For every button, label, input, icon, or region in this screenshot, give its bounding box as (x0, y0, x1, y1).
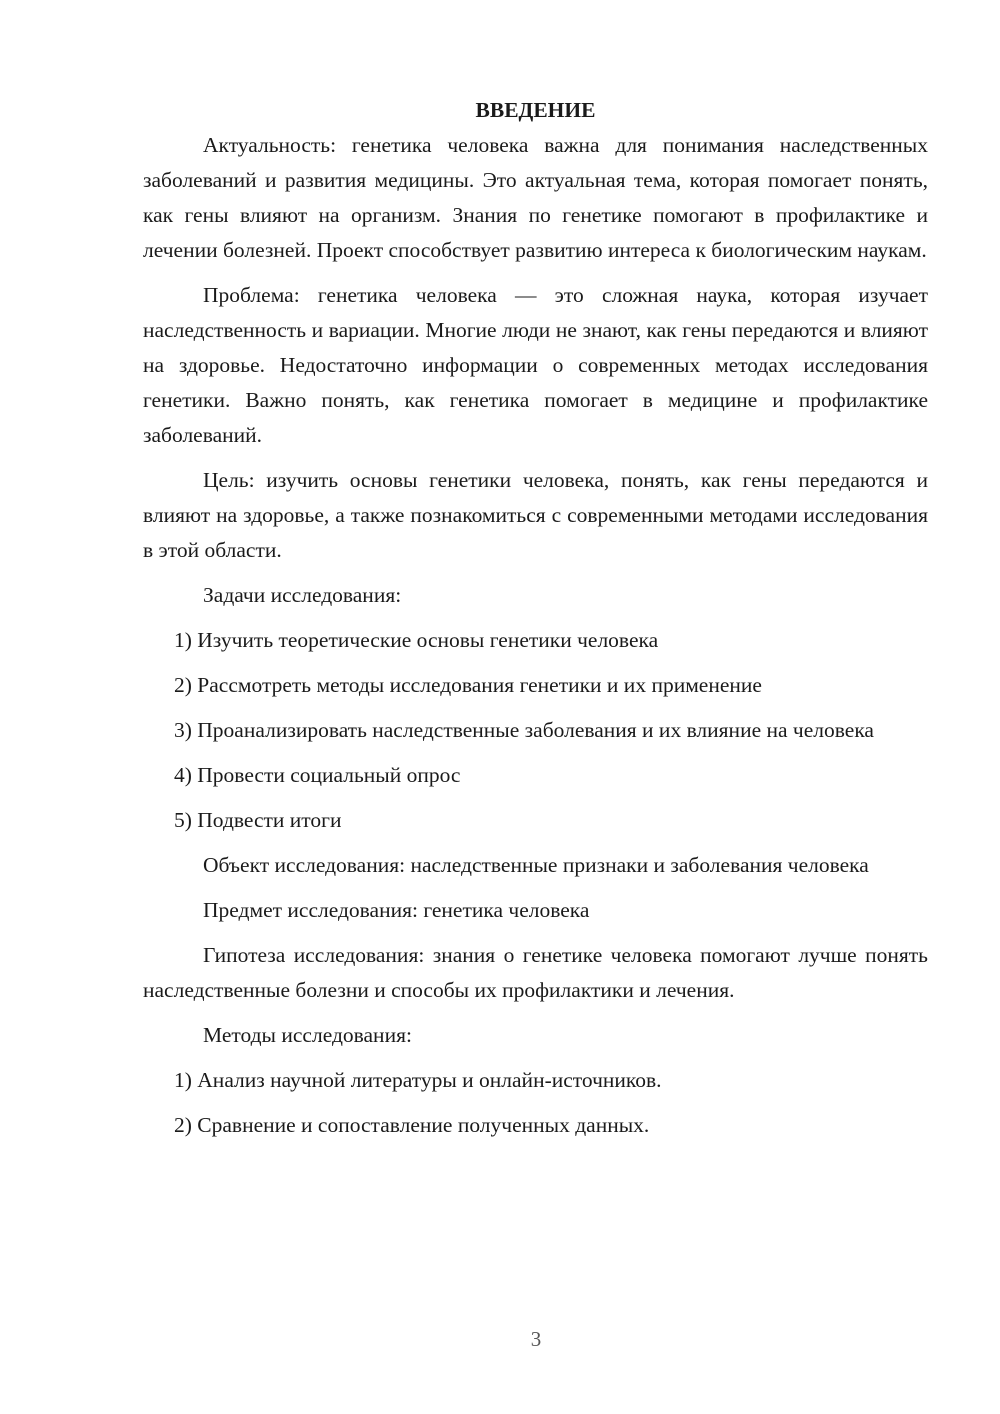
task-item: 3) Проанализировать наследственные заболевания и их влияние на человека (174, 718, 874, 742)
method-item: 2) Сравнение и сопоставление полученных данных. (174, 1113, 650, 1137)
task-item: 1) Изучить теоретические основы генетики человека (174, 628, 659, 652)
page-number: 3 (530, 1327, 542, 1351)
problem-paragraph: Проблема: генетика человека — это сложная наука, которая изучает наследственность и вариации. Многие люди не знают, как гены передаются и влияют на здоровье. Недостаточно информации о современных методах исследования генетики. Важно понять, как генетика помогает в медицине и профилактике заболеваний. (143, 283, 928, 447)
object-paragraph: Объект исследования: наследственные признаки и заболевания человека (203, 853, 869, 877)
document-page (143, 93, 928, 1153)
methods-heading: Методы исследования: (203, 1023, 412, 1047)
page-title: ВВЕДЕНИЕ (475, 98, 596, 122)
relevance-paragraph: Актуальность: генетика человека важна для понимания наследственных заболеваний и развития медицины. Это актуальная тема, которая помогает понять, как гены влияют на организм. Знания по генетике помогают в профилактике и лечении болезней. Проект способствует развитию интереса к биологическим наукам. (143, 133, 928, 262)
task-item: 2) Рассмотреть методы исследования генетики и их применение (174, 673, 762, 697)
method-item: 1) Анализ научной литературы и онлайн-источников. (174, 1068, 662, 1092)
goal-paragraph: Цель: изучить основы генетики человека, понять, как гены передаются и влияют на здоровье, а также познакомиться с современными методами исследования в этой области. (143, 468, 928, 562)
task-item: 4) Провести социальный опрос (174, 763, 461, 787)
tasks-heading: Задачи исследования: (203, 583, 402, 607)
task-item: 5) Подвести итоги (174, 808, 342, 832)
hypothesis-paragraph: Гипотеза исследования: знания о генетике человека помогают лучше понять наследственные болезни и способы их профилактики и лечения. (143, 943, 928, 1002)
subject-paragraph: Предмет исследования: генетика человека (203, 898, 590, 922)
